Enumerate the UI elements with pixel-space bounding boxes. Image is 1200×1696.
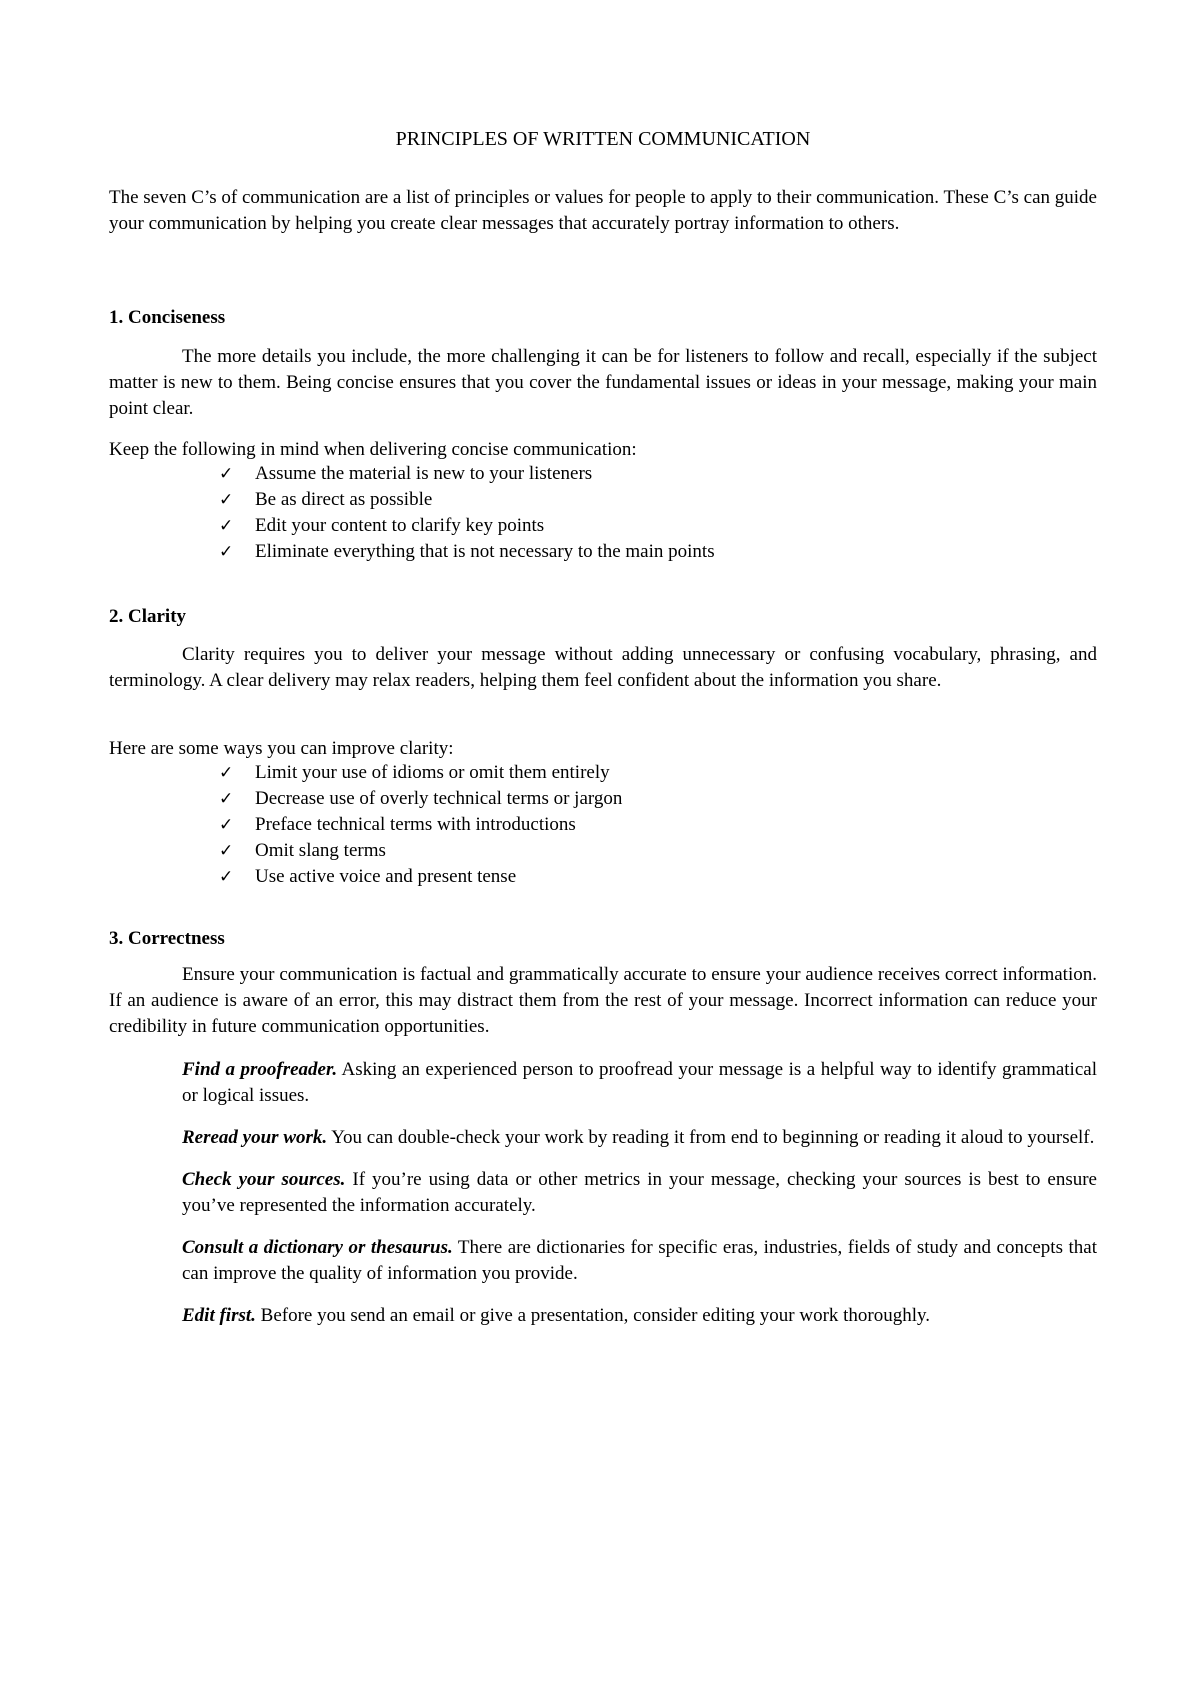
list-intro-clarity: Here are some ways you can improve clarity:: [109, 738, 454, 759]
check-mark-icon: ✓: [219, 542, 234, 562]
list-item: ✓ Use active voice and present tense: [219, 864, 1200, 890]
section-heading-correctness: 3. Correctness: [109, 928, 225, 949]
list-item: ✓ Omit slang terms: [219, 838, 1200, 864]
intro-paragraph: The seven C’s of communication are a list of principles or values for people to apply to their communication. These C’s can guide your communication by helping you create clear messages that accurately portray information to others.: [109, 187, 1097, 234]
tip-term: Consult a dictionary or thesaurus.: [182, 1237, 453, 1258]
list-item: ✓ Eliminate everything that is not necessary to the main points: [219, 539, 1200, 565]
list-item: ✓ Limit your use of idioms or omit them entirely: [219, 760, 1200, 786]
tip-paragraph: Check your sources. If you’re using data or other metrics in your message, checking your sources is best to ensure you’ve represented the information accurately.: [182, 1169, 1097, 1216]
check-mark-icon: ✓: [219, 815, 234, 835]
check-mark-icon: ✓: [219, 516, 234, 536]
tip-term: Reread your work.: [182, 1127, 328, 1148]
check-mark-icon: ✓: [219, 490, 234, 510]
page-title: PRINCIPLES OF WRITTEN COMMUNICATION: [395, 128, 811, 150]
tip-term: Check your sources.: [182, 1169, 346, 1190]
section-heading-conciseness: 1. Conciseness: [109, 307, 226, 328]
list-item: ✓ Be as direct as possible: [219, 487, 1200, 513]
section-body-clarity: Clarity requires you to deliver your message without adding unnecessary or confusing vocabulary, phrasing, and terminology. A clear delivery may relax readers, helping them feel confident about the information you share.: [109, 644, 1097, 691]
section-body-correctness: Ensure your communication is factual and grammatically accurate to ensure your audience receives correct information. If an audience is aware of an error, this may distract them from the rest of your message. Incorrect information can reduce your credibility in future communication opportunities.: [109, 964, 1097, 1037]
list-item: ✓ Edit your content to clarify key points: [219, 513, 1200, 539]
section-heading-clarity: 2. Clarity: [109, 606, 187, 627]
check-mark-icon: ✓: [219, 867, 234, 887]
check-mark-icon: ✓: [219, 841, 234, 861]
list-item: ✓ Preface technical terms with introductions: [219, 812, 1200, 838]
tip-term: Edit first.: [182, 1305, 256, 1326]
checklist-conciseness: [109, 461, 1200, 565]
tip-paragraph: Edit first. Before you send an email or give a presentation, consider editing your work thoroughly.: [182, 1305, 931, 1326]
checklist-clarity: [109, 760, 1200, 890]
section-body-conciseness: The more details you include, the more challenging it can be for listeners to follow and recall, especially if the subject matter is new to them. Being concise ensures that you cover the fundamental issues or ideas in your message, making your main point clear.: [109, 346, 1097, 419]
list-item: ✓ Assume the material is new to your listeners: [219, 461, 1200, 487]
check-mark-icon: ✓: [219, 789, 234, 809]
list-item: ✓ Decrease use of overly technical terms or jargon: [219, 786, 1200, 812]
tip-term: Find a proofreader.: [182, 1059, 338, 1080]
check-mark-icon: ✓: [219, 464, 234, 484]
list-intro-conciseness: Keep the following in mind when delivering concise communication:: [109, 439, 637, 460]
tip-paragraph: Find a proofreader. Asking an experienced person to proofread your message is a helpful way to identify grammatical or logical issues.: [182, 1059, 1097, 1106]
tip-paragraph: Reread your work. You can double-check your work by reading it from end to beginning or reading it aloud to yourself.: [182, 1127, 1095, 1148]
correctness-tips: [182, 1057, 1097, 1345]
check-mark-icon: ✓: [219, 763, 234, 783]
tip-paragraph: Consult a dictionary or thesaurus. There are dictionaries for specific eras, industries, fields of study and concepts that can improve the quality of information you provide.: [182, 1237, 1097, 1284]
